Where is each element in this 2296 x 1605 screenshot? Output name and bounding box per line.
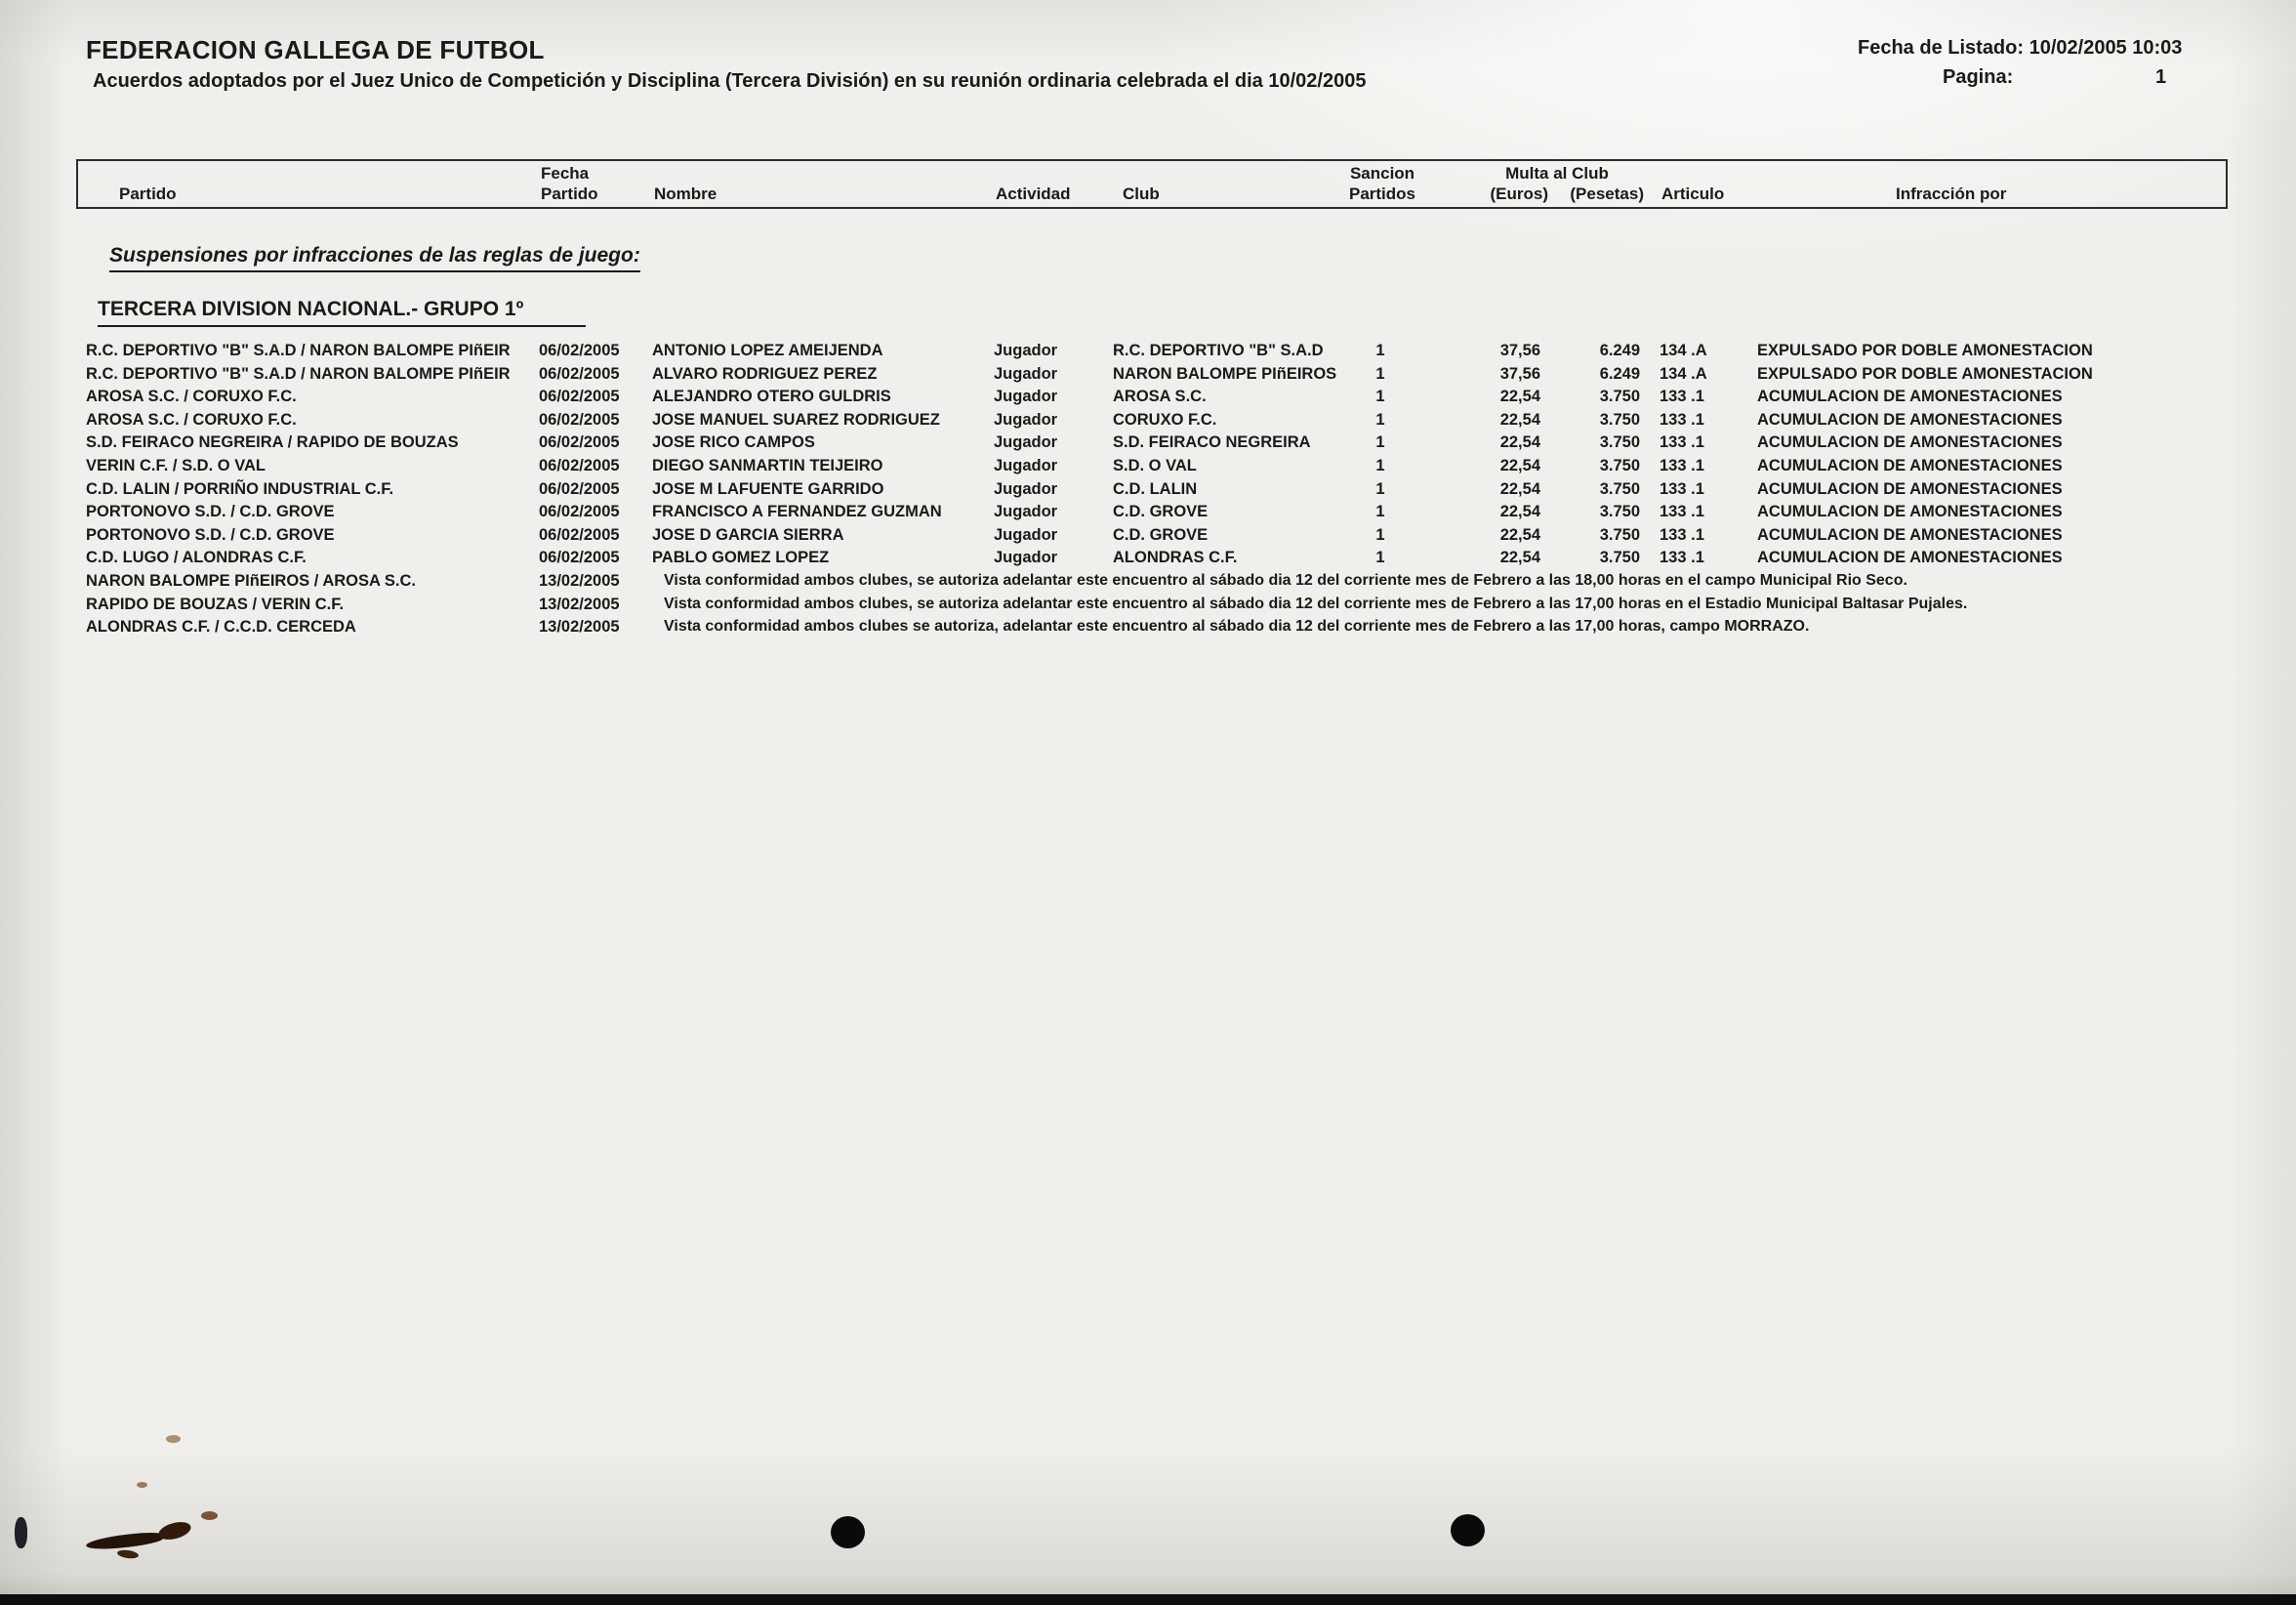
cell-euros: 37,56 xyxy=(1499,364,1540,383)
cell-nombre: DIEGO SANMARTIN TEIJEIRO xyxy=(652,456,883,474)
cell-actividad: Jugador xyxy=(994,388,1058,406)
sanction-row xyxy=(0,478,2296,502)
cell-sancion: 1 xyxy=(1375,433,1385,452)
cell-euros: 22,54 xyxy=(1499,479,1540,498)
punch-hole-left xyxy=(831,1516,865,1548)
cell-club: C.D. LALIN xyxy=(1113,479,1198,498)
cell-euros: 22,54 xyxy=(1499,410,1540,429)
cell-sancion: 1 xyxy=(1375,342,1385,359)
cell-articulo: 134 .A xyxy=(1660,364,1707,383)
cell-euros: 22,54 xyxy=(1499,433,1540,452)
col-header-partido: Partido xyxy=(119,185,177,203)
cell-fecha: 06/02/2005 xyxy=(539,388,620,406)
sanction-row xyxy=(0,524,2296,548)
cell-actividad: Jugador xyxy=(994,525,1058,544)
scan-bottom-edge xyxy=(0,1594,2296,1605)
cell-sancion: 1 xyxy=(1375,479,1385,498)
note-cell-fecha: 13/02/2005 xyxy=(539,595,620,613)
cell-fecha: 06/02/2005 xyxy=(539,433,620,452)
sanction-row xyxy=(0,363,2296,387)
note-cell-texto: Vista conformidad ambos clubes se autoriza, adelantar este encuentro al sábado dia 12 del corriente mes de Febrero a las 17,00 horas, campo MORRAZO. xyxy=(664,618,1810,636)
col-header-fecha-line1: Fecha xyxy=(541,164,590,183)
col-header-articulo: Articulo xyxy=(1661,185,1725,203)
cell-actividad: Jugador xyxy=(994,410,1058,429)
cell-articulo: 133 .1 xyxy=(1660,525,1704,544)
cell-club: CORUXO F.C. xyxy=(1113,410,1217,429)
cell-partido: R.C. DEPORTIVO "B" S.A.D / NARON BALOMPE PIñEIR xyxy=(86,342,511,359)
cell-pesetas: 3.750 xyxy=(1599,479,1640,498)
cell-nombre: FRANCISCO A FERNANDEZ GUZMAN xyxy=(652,503,942,521)
cell-articulo: 133 .1 xyxy=(1660,479,1704,498)
cell-sancion: 1 xyxy=(1375,525,1385,544)
cell-fecha: 06/02/2005 xyxy=(539,525,620,544)
cell-actividad: Jugador xyxy=(994,456,1058,474)
cell-infraccion: ACUMULACION DE AMONESTACIONES xyxy=(1757,388,2063,406)
cell-infraccion: EXPULSADO POR DOBLE AMONESTACION xyxy=(1757,342,2093,359)
sanction-rows xyxy=(0,340,2296,570)
col-header-pesetas: (Pesetas) xyxy=(1570,185,1644,203)
col-header-actividad: Actividad xyxy=(996,185,1071,203)
cell-nombre: JOSE M LAFUENTE GARRIDO xyxy=(652,479,884,498)
schedule-note-row xyxy=(0,594,2296,617)
cell-sancion: 1 xyxy=(1375,410,1385,429)
cell-euros: 22,54 xyxy=(1499,549,1540,567)
cell-articulo: 133 .1 xyxy=(1660,388,1704,406)
cell-actividad: Jugador xyxy=(994,364,1058,383)
col-header-multa: Multa al Club xyxy=(1505,164,1609,183)
col-header-club: Club xyxy=(1123,185,1160,203)
cell-euros: 22,54 xyxy=(1499,388,1540,406)
cell-euros: 37,56 xyxy=(1499,342,1540,359)
sanction-row xyxy=(0,409,2296,432)
cell-pesetas: 3.750 xyxy=(1599,549,1640,567)
note-cell-partido: RAPIDO DE BOUZAS / VERIN C.F. xyxy=(86,595,345,613)
ink-stain xyxy=(166,1435,181,1443)
cell-articulo: 133 .1 xyxy=(1660,456,1704,474)
cell-partido: PORTONOVO S.D. / C.D. GROVE xyxy=(86,525,335,544)
cell-infraccion: ACUMULACION DE AMONESTACIONES xyxy=(1757,479,2063,498)
cell-partido: C.D. LALIN / PORRIÑO INDUSTRIAL C.F. xyxy=(86,479,394,498)
cell-articulo: 133 .1 xyxy=(1660,549,1704,567)
note-cell-texto: Vista conformidad ambos clubes, se autoriza adelantar este encuentro al sábado dia 12 del corriente mes de Febrero a las 17,00 horas en el Estadio Municipal Baltasar Pujales. xyxy=(664,595,1968,612)
sanction-row xyxy=(0,432,2296,455)
cell-pesetas: 3.750 xyxy=(1599,503,1640,521)
cell-club: NARON BALOMPE PIñEIROS xyxy=(1113,364,1337,383)
cell-club: ALONDRAS C.F. xyxy=(1113,549,1238,567)
ink-stain xyxy=(117,1549,140,1560)
cell-nombre: ALVARO RODRIGUEZ PEREZ xyxy=(652,364,878,383)
cell-partido: VERIN C.F. / S.D. O VAL xyxy=(86,456,266,474)
cell-nombre: JOSE MANUEL SUAREZ RODRIGUEZ xyxy=(652,410,940,429)
cell-partido: S.D. FEIRACO NEGREIRA / RAPIDO DE BOUZAS xyxy=(86,433,459,452)
cell-articulo: 133 .1 xyxy=(1660,503,1704,521)
cell-partido: C.D. LUGO / ALONDRAS C.F. xyxy=(86,549,307,567)
schedule-note-row xyxy=(0,616,2296,639)
cell-club: C.D. GROVE xyxy=(1113,503,1209,521)
cell-partido: AROSA S.C. / CORUXO F.C. xyxy=(86,410,297,429)
col-header-infraccion: Infracción por xyxy=(1896,185,2007,203)
cell-infraccion: ACUMULACION DE AMONESTACIONES xyxy=(1757,410,2063,429)
cell-pesetas: 6.249 xyxy=(1599,342,1640,359)
cell-pesetas: 3.750 xyxy=(1599,456,1640,474)
ink-stain xyxy=(201,1511,218,1520)
sanctions-table xyxy=(0,340,2296,639)
sanction-row xyxy=(0,547,2296,570)
cell-nombre: JOSE D GARCIA SIERRA xyxy=(652,525,844,544)
cell-euros: 22,54 xyxy=(1499,456,1540,474)
col-header-sancion-line2: Partidos xyxy=(1348,185,1416,203)
cell-fecha: 06/02/2005 xyxy=(539,410,620,429)
cell-club: S.D. O VAL xyxy=(1113,456,1197,474)
cell-articulo: 134 .A xyxy=(1660,342,1707,359)
page-subtitle: Acuerdos adoptados por el Juez Unico de Competición y Disciplina (Tercera División) en su reunión ordinaria celebrada el dia 10/02/2005 xyxy=(93,70,1367,92)
ink-stain xyxy=(15,1517,27,1548)
cell-pesetas: 3.750 xyxy=(1599,410,1640,429)
sanction-row xyxy=(0,455,2296,478)
cell-pesetas: 3.750 xyxy=(1599,388,1640,406)
cell-sancion: 1 xyxy=(1375,388,1385,406)
cell-partido: AROSA S.C. / CORUXO F.C. xyxy=(86,388,297,406)
cell-articulo: 133 .1 xyxy=(1660,410,1704,429)
col-header-sancion-line1: Sancion xyxy=(1349,164,1415,183)
table-header-box xyxy=(76,159,2228,209)
cell-infraccion: ACUMULACION DE AMONESTACIONES xyxy=(1757,433,2063,452)
cell-infraccion: ACUMULACION DE AMONESTACIONES xyxy=(1757,525,2063,544)
cell-nombre: ALEJANDRO OTERO GULDRIS xyxy=(652,388,891,406)
punch-hole-right xyxy=(1451,1514,1485,1546)
cell-nombre: JOSE RICO CAMPOS xyxy=(652,433,815,452)
cell-sancion: 1 xyxy=(1375,364,1385,383)
cell-club: S.D. FEIRACO NEGREIRA xyxy=(1113,433,1311,452)
cell-pesetas: 3.750 xyxy=(1599,433,1640,452)
cell-fecha: 06/02/2005 xyxy=(539,503,620,521)
cell-actividad: Jugador xyxy=(994,433,1058,452)
cell-club: AROSA S.C. xyxy=(1113,388,1207,406)
page-number-label: Pagina: xyxy=(1943,66,2014,88)
cell-pesetas: 6.249 xyxy=(1599,364,1640,383)
cell-actividad: Jugador xyxy=(994,479,1058,498)
note-cell-texto: Vista conformidad ambos clubes, se autoriza adelantar este encuentro al sábado dia 12 del corriente mes de Febrero a las 18,00 horas en el campo Municipal Rio Seco. xyxy=(664,571,1907,589)
cell-club: R.C. DEPORTIVO "B" S.A.D xyxy=(1113,342,1324,359)
cell-fecha: 06/02/2005 xyxy=(539,364,620,383)
cell-infraccion: ACUMULACION DE AMONESTACIONES xyxy=(1757,456,2063,474)
col-header-fecha-line2: Partido xyxy=(541,185,598,203)
cell-actividad: Jugador xyxy=(994,549,1058,567)
cell-actividad: Jugador xyxy=(994,342,1058,359)
sanction-row xyxy=(0,340,2296,363)
cell-nombre: PABLO GOMEZ LOPEZ xyxy=(652,549,830,567)
cell-euros: 22,54 xyxy=(1499,525,1540,544)
cell-articulo: 133 .1 xyxy=(1660,433,1704,452)
col-header-euros: (Euros) xyxy=(1490,185,1548,203)
page-title: FEDERACION GALLEGA DE FUTBOL xyxy=(86,35,545,64)
listing-date: Fecha de Listado: 10/02/2005 10:03 xyxy=(1858,37,2183,59)
note-cell-fecha: 13/02/2005 xyxy=(539,618,620,637)
cell-pesetas: 3.750 xyxy=(1599,525,1640,544)
section-title: Suspensiones por infracciones de las reglas de juego: xyxy=(109,244,640,272)
page-number-value: 1 xyxy=(2155,66,2167,88)
cell-infraccion: EXPULSADO POR DOBLE AMONESTACION xyxy=(1757,364,2093,383)
note-cell-partido: ALONDRAS C.F. / C.C.D. CERCEDA xyxy=(86,618,356,637)
cell-actividad: Jugador xyxy=(994,503,1058,521)
note-cell-partido: NARON BALOMPE PIñEIROS / AROSA S.C. xyxy=(86,571,416,590)
cell-partido: PORTONOVO S.D. / C.D. GROVE xyxy=(86,503,335,521)
cell-euros: 22,54 xyxy=(1499,503,1540,521)
sanction-row xyxy=(0,501,2296,524)
cell-infraccion: ACUMULACION DE AMONESTACIONES xyxy=(1757,549,2063,567)
cell-sancion: 1 xyxy=(1375,456,1385,474)
group-title: TERCERA DIVISION NACIONAL.- GRUPO 1º xyxy=(98,298,586,327)
ink-stain xyxy=(86,1531,165,1551)
note-cell-fecha: 13/02/2005 xyxy=(539,571,620,590)
sanction-row xyxy=(0,386,2296,409)
cell-sancion: 1 xyxy=(1375,503,1385,521)
cell-fecha: 06/02/2005 xyxy=(539,479,620,498)
cell-partido: R.C. DEPORTIVO "B" S.A.D / NARON BALOMPE PIñEIR xyxy=(86,364,511,383)
col-header-nombre: Nombre xyxy=(654,185,718,203)
cell-nombre: ANTONIO LOPEZ AMEIJENDA xyxy=(652,342,883,359)
cell-sancion: 1 xyxy=(1375,549,1385,567)
cell-club: C.D. GROVE xyxy=(1113,525,1209,544)
schedule-note-rows xyxy=(0,570,2296,639)
schedule-note-row xyxy=(0,570,2296,594)
cell-fecha: 06/02/2005 xyxy=(539,342,620,359)
cell-fecha: 06/02/2005 xyxy=(539,549,620,567)
cell-fecha: 06/02/2005 xyxy=(539,456,620,474)
cell-infraccion: ACUMULACION DE AMONESTACIONES xyxy=(1757,503,2063,521)
ink-stain xyxy=(137,1482,147,1488)
